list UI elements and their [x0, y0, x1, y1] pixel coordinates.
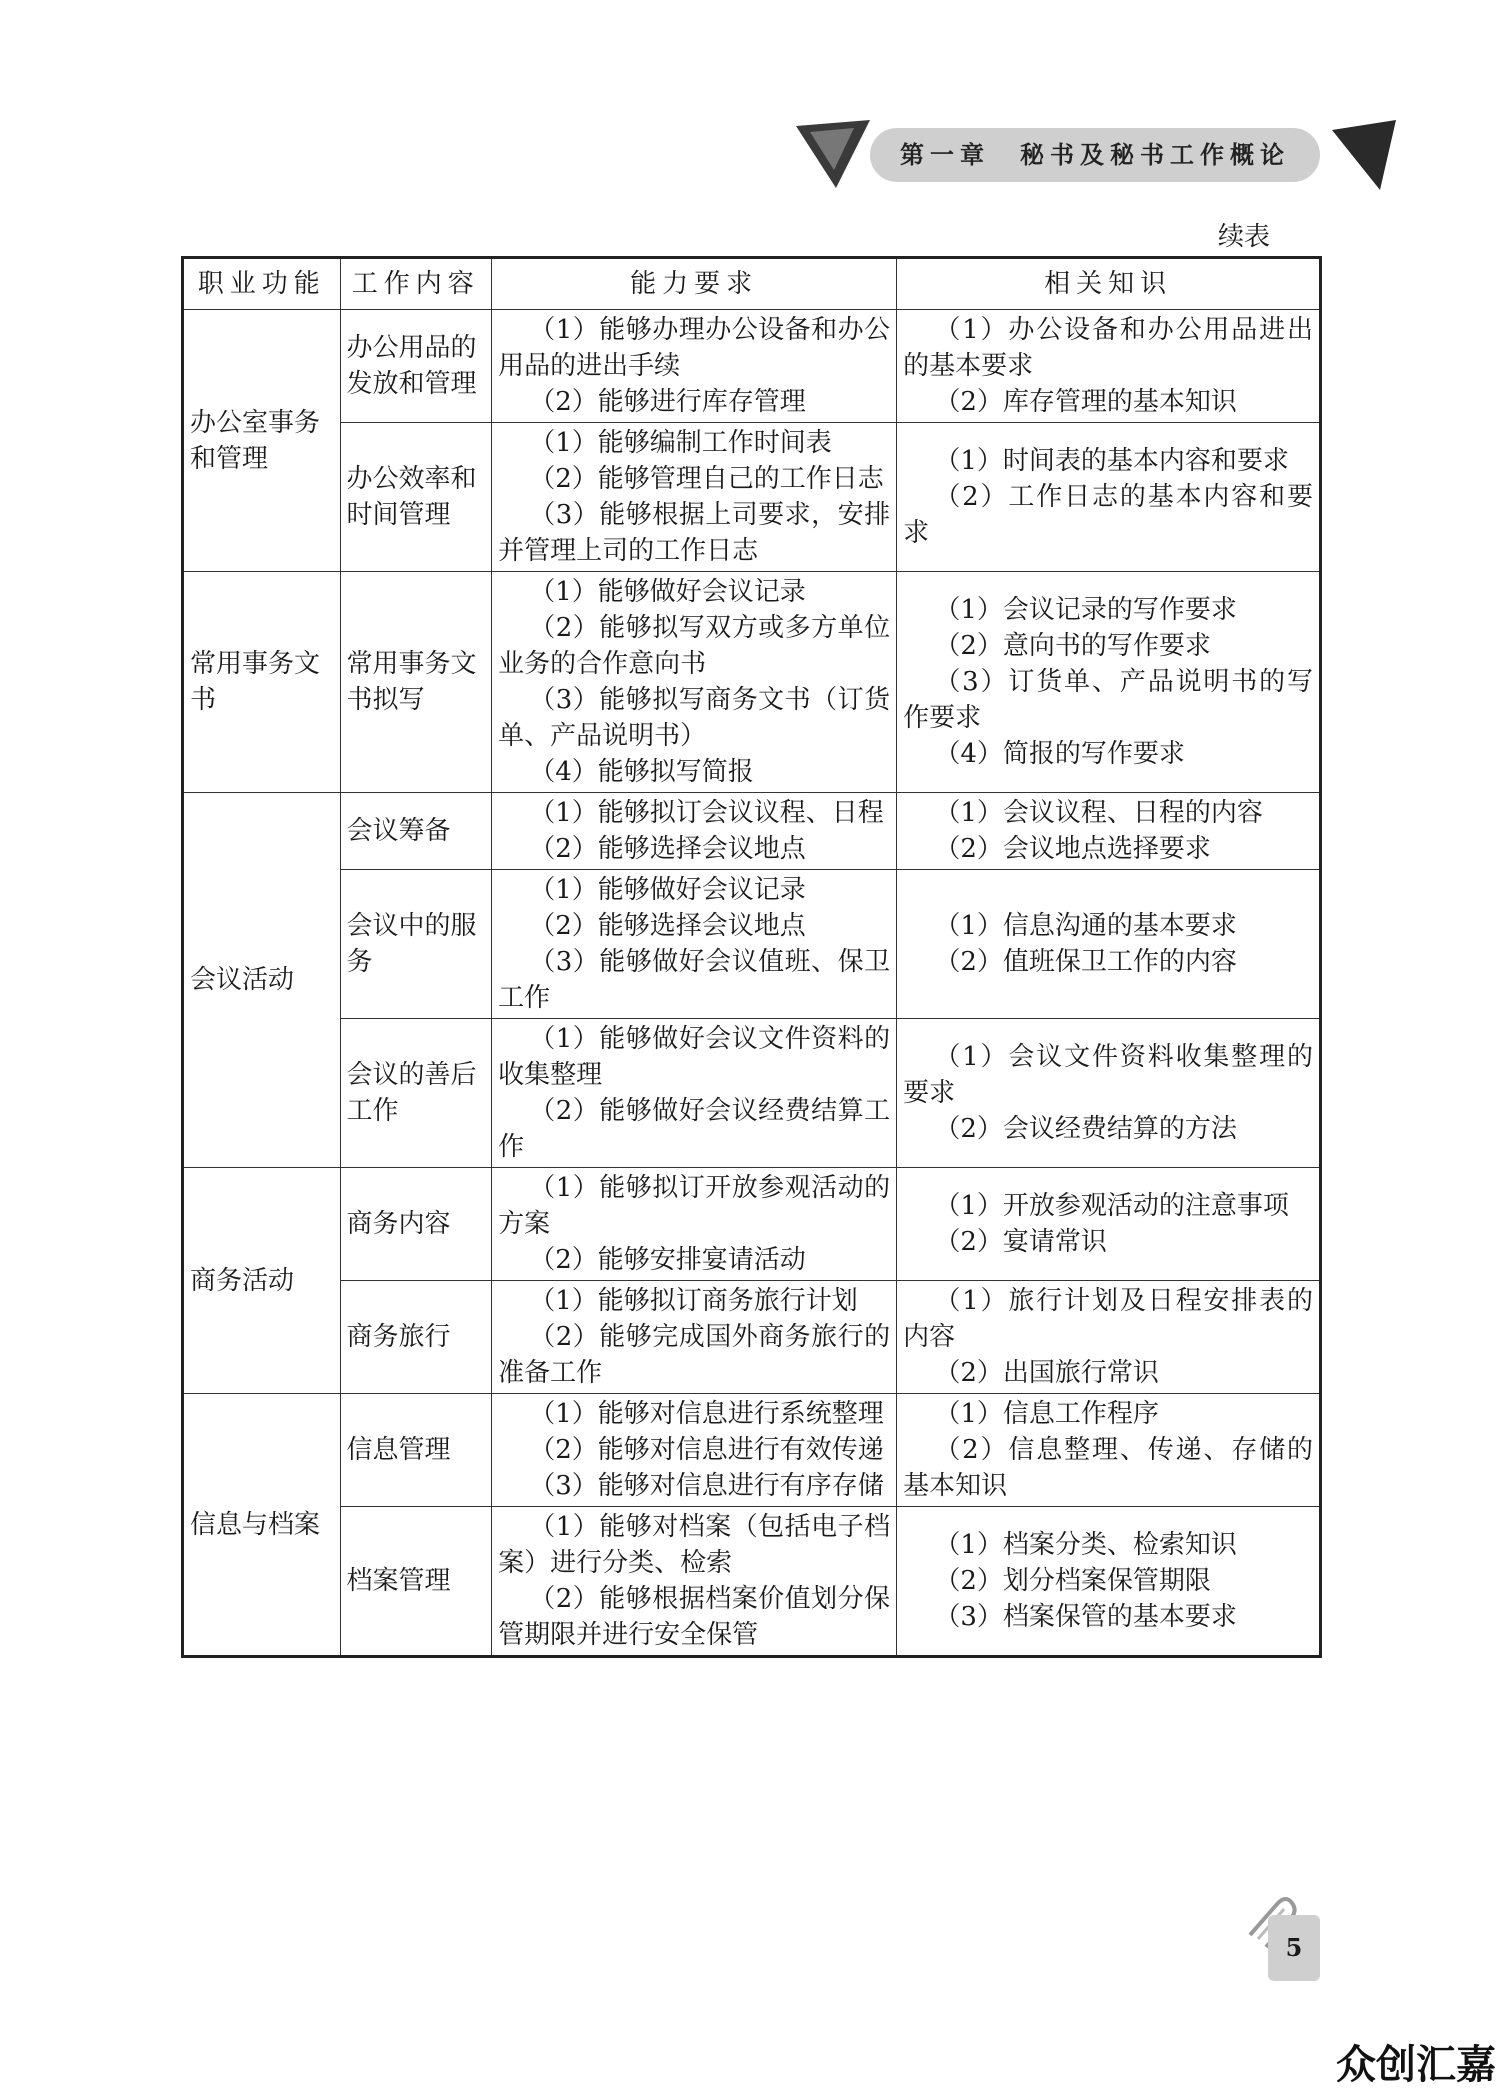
ability-item: （1）能够拟订商务旅行计划 [529, 1286, 858, 1316]
knowledge-cell [897, 1394, 1321, 1507]
function-cell: 常用事务文书 [183, 572, 341, 793]
knowledge-item: （2）信息整理、传递、存储的基本知识 [903, 1435, 1313, 1501]
table-row [183, 310, 1321, 423]
ability-item: （2）能够拟写双方或多方单位业务的合作意向书 [498, 613, 891, 679]
ability-cell [492, 793, 897, 870]
knowledge-cell [897, 572, 1321, 793]
ability-cell [492, 1394, 897, 1507]
page-number: 5 [1268, 1915, 1320, 1981]
function-cell: 办公室事务和管理 [183, 310, 341, 572]
table-row [183, 1281, 1321, 1394]
knowledge-item: （1）会议记录的写作要求 [934, 595, 1237, 625]
knowledge-item: （2）工作日志的基本内容和要求 [903, 482, 1313, 548]
knowledge-item: （1）会议文件资料收集整理的要求 [903, 1042, 1313, 1108]
knowledge-cell [897, 1281, 1321, 1394]
ability-cell [492, 1168, 897, 1281]
knowledge-cell [897, 793, 1321, 870]
ability-item: （1）能够做好会议文件资料的收集整理 [498, 1024, 891, 1090]
knowledge-item: （4）简报的写作要求 [934, 739, 1185, 769]
knowledge-cell [897, 310, 1321, 423]
knowledge-item: （1）会议议程、日程的内容 [934, 798, 1263, 828]
ability-item: （2）能够选择会议地点 [529, 911, 806, 941]
ability-item: （2）能够完成国外商务旅行的准备工作 [498, 1322, 891, 1388]
knowledge-item: （2）宴请常识 [934, 1227, 1107, 1257]
work-content-cell: 办公效率和时间管理 [340, 423, 492, 572]
occupational-requirements-table [181, 256, 1322, 1658]
ability-item: （1）能够办理办公设备和办公用品的进出手续 [498, 315, 891, 381]
ability-item: （1）能够做好会议记录 [529, 875, 806, 905]
table-row [183, 1019, 1321, 1168]
ability-item: （2）能够选择会议地点 [529, 834, 806, 864]
ability-item: （1）能够拟订会议议程、日程 [529, 798, 884, 828]
table-row [183, 1394, 1321, 1507]
ability-item: （1）能够对档案（包括电子档案）进行分类、检索 [498, 1512, 891, 1578]
ability-item: （3）能够做好会议值班、保卫工作 [498, 947, 891, 1013]
work-content-cell: 会议筹备 [340, 793, 492, 870]
ability-cell [492, 1019, 897, 1168]
knowledge-item: （1）办公设备和办公用品进出的基本要求 [903, 315, 1313, 381]
ability-item: （3）能够根据上司要求，安排并管理上司的工作日志 [498, 500, 891, 566]
knowledge-item: （3）订货单、产品说明书的写作要求 [903, 667, 1313, 733]
ability-cell [492, 310, 897, 423]
function-cell: 商务活动 [183, 1168, 341, 1394]
work-content-cell: 商务内容 [340, 1168, 492, 1281]
knowledge-item: （2）意向书的写作要求 [934, 631, 1211, 661]
knowledge-cell [897, 1168, 1321, 1281]
table-row [183, 1168, 1321, 1281]
ability-cell [492, 1281, 897, 1394]
table-row [183, 572, 1321, 793]
knowledge-item: （2）划分档案保管期限 [934, 1566, 1211, 1596]
work-content-cell: 会议中的服务 [340, 870, 492, 1019]
knowledge-cell [897, 1507, 1321, 1657]
work-content-cell: 会议的善后工作 [340, 1019, 492, 1168]
ability-item: （1）能够拟订开放参观活动的方案 [498, 1173, 891, 1239]
chapter-header [790, 118, 1390, 198]
ability-item: （1）能够对信息进行系统整理 [529, 1399, 884, 1429]
knowledge-cell [897, 423, 1321, 572]
function-cell: 会议活动 [183, 793, 341, 1168]
ability-cell [492, 1507, 897, 1657]
knowledge-item: （2）会议经费结算的方法 [934, 1114, 1237, 1144]
left-triangle-decoration [790, 118, 880, 198]
ability-cell [492, 423, 897, 572]
knowledge-item: （2）值班保卫工作的内容 [934, 947, 1237, 977]
work-content-cell: 常用事务文书拟写 [340, 572, 492, 793]
knowledge-item: （2）出国旅行常识 [934, 1358, 1159, 1388]
right-triangle-decoration [1330, 118, 1400, 198]
ability-item: （2）能够进行库存管理 [529, 387, 806, 417]
knowledge-item: （2）会议地点选择要求 [934, 834, 1211, 864]
function-cell: 信息与档案 [183, 1394, 341, 1657]
continued-label: 续表 [1217, 222, 1270, 252]
knowledge-item: （1）时间表的基本内容和要求 [934, 446, 1289, 476]
header-content: 工作内容 [340, 258, 492, 310]
work-content-cell: 商务旅行 [340, 1281, 492, 1394]
header-function: 职业功能 [183, 258, 341, 310]
header-row [183, 258, 1321, 310]
work-content-cell: 档案管理 [340, 1507, 492, 1657]
header-knowledge: 相关知识 [897, 258, 1321, 310]
knowledge-item: （3）档案保管的基本要求 [934, 1602, 1237, 1632]
knowledge-cell [897, 1019, 1321, 1168]
knowledge-cell [897, 870, 1321, 1019]
knowledge-item: （1）信息工作程序 [934, 1399, 1159, 1429]
table-row [183, 793, 1321, 870]
knowledge-item: （1）旅行计划及日程安排表的内容 [903, 1286, 1313, 1352]
table-row [183, 1507, 1321, 1657]
header-abilities: 能力要求 [492, 258, 897, 310]
ability-item: （1）能够做好会议记录 [529, 577, 806, 607]
ability-item: （2）能够安排宴请活动 [529, 1245, 806, 1275]
ability-item: （1）能够编制工作时间表 [529, 428, 832, 458]
ability-item: （2）能够对信息进行有效传递 [529, 1435, 884, 1465]
ability-item: （3）能够拟写商务文书（订货单、产品说明书） [498, 685, 891, 751]
table-row [183, 870, 1321, 1019]
watermark-text: 众创汇嘉 [1336, 2042, 1496, 2088]
ability-item: （3）能够对信息进行有序存储 [529, 1471, 884, 1501]
ability-item: （2）能够做好会议经费结算工作 [498, 1096, 891, 1162]
ability-cell [492, 572, 897, 793]
work-content-cell: 信息管理 [340, 1394, 492, 1507]
knowledge-item: （1）信息沟通的基本要求 [934, 911, 1237, 941]
knowledge-item: （1）档案分类、检索知识 [934, 1530, 1237, 1560]
ability-item: （2）能够管理自己的工作日志 [529, 464, 884, 494]
ability-cell [492, 870, 897, 1019]
knowledge-item: （1）开放参观活动的注意事项 [934, 1191, 1289, 1221]
ability-item: （4）能够拟写简报 [529, 757, 754, 787]
ability-item: （2）能够根据档案价值划分保管期限并进行安全保管 [498, 1584, 891, 1650]
chapter-title: 第一章 秘书及秘书工作概论 [900, 141, 1290, 169]
knowledge-item: （2）库存管理的基本知识 [934, 387, 1237, 417]
table-row [183, 423, 1321, 572]
work-content-cell: 办公用品的发放和管理 [340, 310, 492, 423]
